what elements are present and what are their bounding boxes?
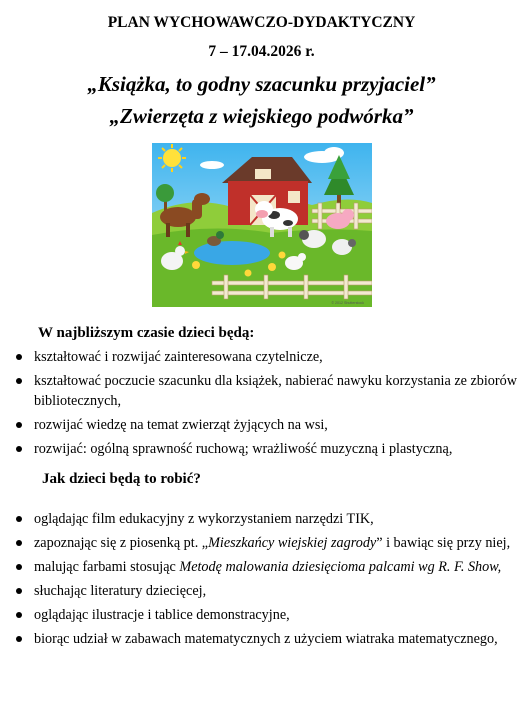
plan-date: 7 – 17.04.2026 r. — [208, 43, 315, 60]
section-heading-methods: Jak dzieci będą to robić? — [42, 471, 201, 487]
bullet-icon — [16, 422, 22, 428]
list-item: oglądając ilustracje i tablice demonstracyjne, — [0, 605, 520, 625]
theme-title-2: „Zwierzęta z wiejskiego podwórka” — [109, 104, 414, 128]
list-item: rozwijać: ogólną sprawność ruchową; wrażliwość muzyczną i plastyczną, — [0, 439, 520, 459]
bullet-icon — [16, 378, 22, 384]
bullet-icon — [16, 540, 22, 546]
methods-list — [0, 509, 520, 653]
plan-title: PLAN WYCHOWAWCZO-DYDAKTYCZNY — [107, 14, 416, 31]
list-item: słuchając literatury dziecięcej, — [0, 581, 520, 601]
bullet-icon — [16, 516, 22, 522]
list-item: oglądając film edukacyjny z wykorzystaniem narzędzi TIK, — [0, 509, 520, 529]
list-item: zapoznając się z piosenką pt. „Mieszkańcy wiejskiej zagrody” i bawiąc się przy niej, — [0, 533, 520, 553]
theme-title-1: „Książka, to godny szacunku przyjaciel” — [87, 72, 436, 96]
image-credit: © 2012 Shutterstock — [331, 301, 364, 305]
list-item: kształtować i rozwijać zainteresowana czytelnicze, — [0, 347, 520, 367]
list-item: kształtować poczucie szacunku dla książek, nabierać nawyku korzystania ze zbiorów bibliotecznych, — [0, 371, 520, 411]
song-title: Mieszkańcy wiejskiej zagrody — [208, 535, 377, 551]
pond — [194, 241, 270, 265]
bullet-icon — [16, 564, 22, 570]
method-name: Metodę malowania dziesięcioma palcami wg R. F. Show, — [179, 559, 502, 575]
bullet-icon — [16, 612, 22, 618]
bullet-icon — [16, 354, 22, 360]
bullet-icon — [16, 588, 22, 594]
goals-list — [0, 347, 520, 463]
list-item: malując farbami stosując Metodę malowania dziesięcioma palcami wg R. F. Show, — [0, 557, 520, 577]
bullet-icon — [16, 446, 22, 452]
section-heading-goals: W najbliższym czasie dzieci będą: — [38, 325, 255, 341]
farm-illustration — [152, 143, 372, 307]
list-item: biorąc udział w zabawach matematycznych z użyciem wiatraka matematycznego, — [0, 629, 520, 649]
list-item: rozwijać wiedzę na temat zwierząt żyjących na wsi, — [0, 415, 520, 435]
bullet-icon — [16, 636, 22, 642]
